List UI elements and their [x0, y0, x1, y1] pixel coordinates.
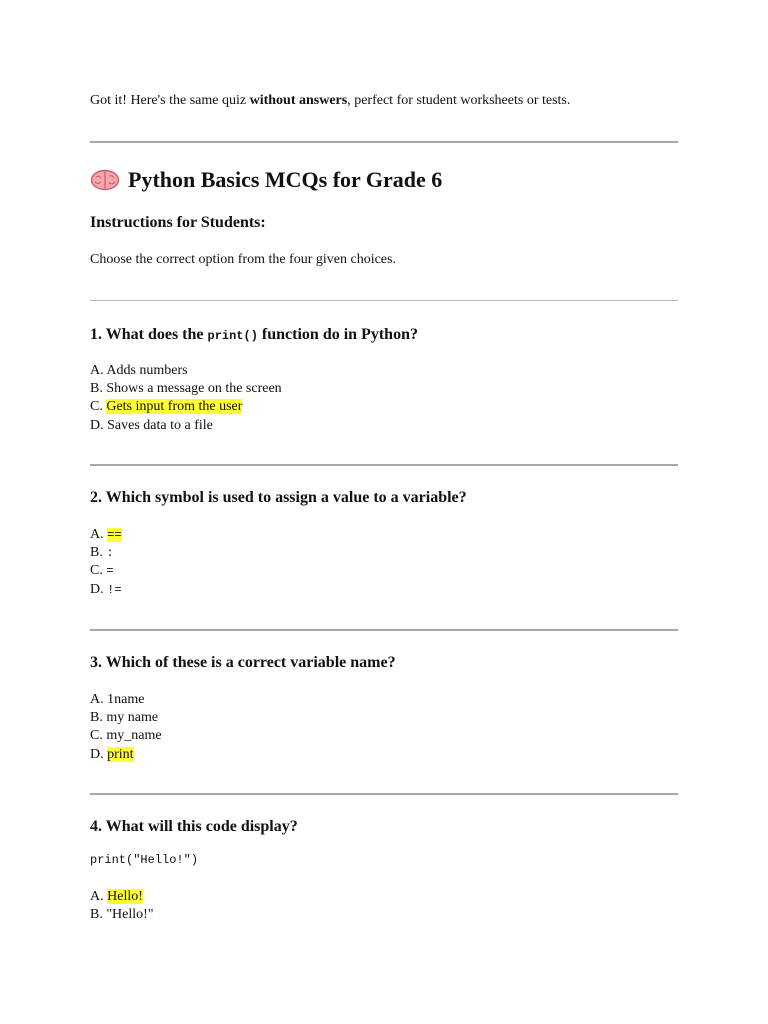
option-text-highlighted: Hello!: [107, 889, 143, 904]
option-letter: B.: [90, 710, 103, 726]
option-text: my_name: [106, 728, 162, 744]
question-3-title: 3. Which of these is a correct variable name?: [90, 654, 396, 671]
option: [90, 746, 162, 764]
divider: [90, 300, 678, 301]
question-1-code: print(): [207, 329, 258, 343]
divider: [90, 629, 678, 631]
option: [90, 562, 122, 580]
option: [90, 417, 282, 435]
code-block: print("Hello!"): [90, 853, 199, 867]
option-letter: B.: [90, 545, 103, 561]
intro-after: , perfect for student worksheets or tests.: [347, 93, 571, 108]
option-letter: B.: [90, 907, 103, 923]
option-letter: A.: [90, 363, 104, 378]
option-text: my name: [106, 710, 159, 726]
option-text: !=: [107, 582, 122, 597]
option-letter: C.: [90, 399, 103, 415]
option-letter: D.: [90, 417, 104, 433]
option-text: =: [106, 564, 114, 579]
question-2-title: 2. Which symbol is used to assign a value to a variable?: [90, 489, 467, 506]
option-letter: A.: [90, 889, 104, 904]
option-letter: C.: [90, 563, 103, 579]
option: [90, 906, 154, 924]
option-text-highlighted: print: [107, 746, 134, 762]
option-text: Saves data to a file: [107, 417, 213, 433]
question-1-prefix: 1. What does the: [90, 326, 208, 343]
question-1-title: [90, 326, 418, 344]
instructions-heading: Instructions for Students:: [90, 214, 266, 231]
option: [90, 888, 154, 906]
option-text-highlighted: Gets input from the user: [106, 399, 243, 415]
option-letter: D.: [90, 581, 104, 597]
divider: [90, 141, 678, 143]
intro-text: [90, 93, 570, 109]
option-letter: A.: [90, 527, 104, 542]
page-title: [90, 167, 442, 193]
option-text: 1name: [107, 692, 145, 707]
option-text: :: [106, 546, 114, 561]
option: [90, 727, 162, 745]
option: [90, 709, 162, 727]
option-letter: A.: [90, 692, 104, 707]
option-letter: D.: [90, 746, 104, 762]
option-text: Adds numbers: [106, 363, 188, 378]
option: [90, 380, 282, 398]
instructions-text: Choose the correct option from the four given choices.: [90, 252, 396, 267]
question-1-options: [90, 362, 282, 435]
option: [90, 581, 122, 599]
intro-before: Got it! Here's the same quiz: [90, 93, 250, 108]
question-3-options: [90, 691, 162, 764]
option: [90, 398, 282, 416]
option-letter: B.: [90, 381, 103, 397]
question-4-title: 4. What will this code display?: [90, 818, 298, 835]
question-4-options: [90, 888, 154, 924]
option-letter: C.: [90, 728, 103, 744]
option-text: Shows a message on the screen: [106, 381, 282, 397]
question-2-options: [90, 526, 122, 599]
option: [90, 691, 162, 709]
question-1-suffix: function do in Python?: [257, 326, 418, 343]
divider: [90, 793, 678, 795]
option-text-highlighted: ==: [107, 528, 122, 542]
page-title-text: Python Basics MCQs for Grade 6: [128, 167, 443, 192]
divider: [90, 464, 678, 466]
intro-bold: without answers: [249, 93, 348, 108]
option: [90, 544, 122, 562]
option: [90, 362, 282, 380]
option-text: "Hello!": [106, 907, 154, 923]
option: [90, 526, 122, 544]
brain-icon: [90, 169, 120, 191]
